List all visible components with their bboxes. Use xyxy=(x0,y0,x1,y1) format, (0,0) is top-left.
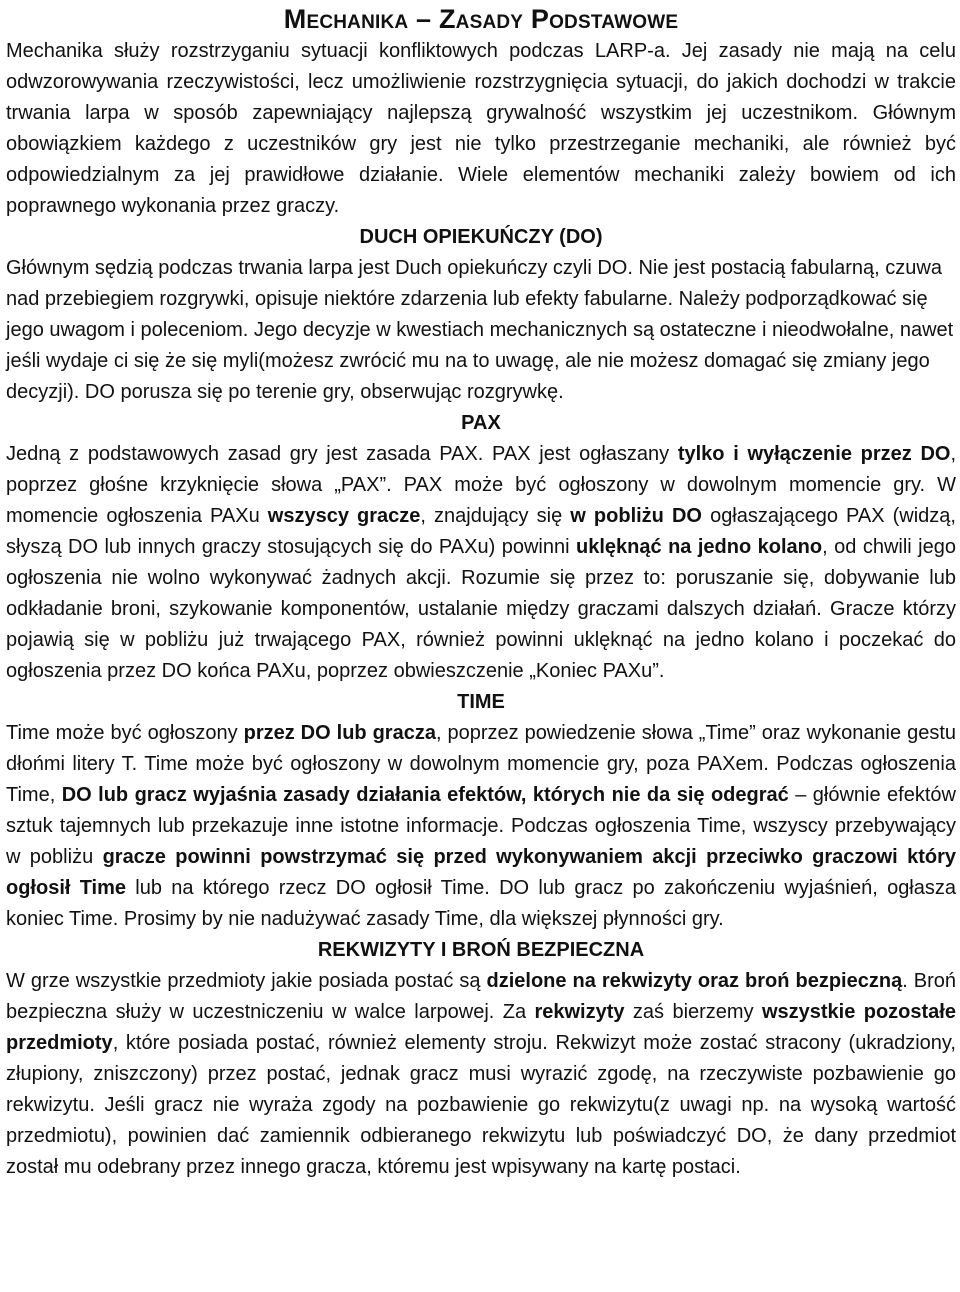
props-text: zaś bierzemy xyxy=(624,1001,762,1023)
props-paragraph xyxy=(6,966,956,1183)
do-heading: DUCH OPIEKUŃCZY (DO) xyxy=(359,226,603,248)
intro-paragraph xyxy=(6,36,956,222)
document-title: Mechanika – Zasady Podstawowe xyxy=(283,4,679,34)
time-bold-text: gracze powinni powstrzymać się przed wykonywaniem akcji przeciwko graczowi który ogłosił Time xyxy=(6,846,956,899)
time-text: Time może być ogłoszony xyxy=(6,722,244,744)
time-bold-text: DO lub gracz wyjaśnia zasady działania efektów, których nie da się odegrać xyxy=(61,784,789,806)
intro-sentence-1: Mechanika służy rozstrzyganiu sytuacji konfliktowych podczas LARP-a. Jej zasady nie mają na celu odwzorowywania rzeczywistości, lecz umożliwienie rozstrzygnięcia sytuacji, do jakich dochodzi w trakcie trwania larpa w sposób zapewniający najlepszą grywalność wszystkim jej uczestnikom. xyxy=(6,40,956,124)
time-paragraph xyxy=(6,718,956,935)
props-bold-text: rekwizyty xyxy=(534,1001,625,1023)
pax-bold-text: w pobliżu DO xyxy=(570,505,702,527)
props-heading: REKWIZYTY I BROŃ BEZPIECZNA xyxy=(317,939,645,961)
pax-heading: PAX xyxy=(461,412,501,434)
pax-bold-text: tylko i wyłączenie przez DO xyxy=(677,443,951,465)
pax-bold-text: uklęknąć na jedno kolano xyxy=(576,536,823,558)
time-text: – głównie efektów sztuk tajemnych lub przekazuje inne istotne informacje. Podczas ogłoszenia Time, wszyscy przebywający w pobliżu xyxy=(6,784,956,868)
pax-text: , poprzez głośne krzyknięcie słowa „PAX”. PAX może być ogłoszony w dowolnym momencie gry. W momencie ogłoszenia PAXu xyxy=(6,443,957,527)
pax-text: , znajdujący się xyxy=(420,505,571,527)
pax-text: , od chwili jego ogłoszenia nie wolno wykonywać żadnych akcji. Rozumie się przez to: poruszanie się, dobywanie lub odkładanie broni, szykowanie komponentów, ustalanie między graczami dalszych działań. Gracze którzy pojawią się w pobliżu już trwającego PAX, również powinni uklęknąć na jedno kolano i poczekać do ogłoszenia przez DO końca PAXu, poprzez obwieszczenie „Koniec PAXu”. xyxy=(6,536,956,682)
props-text: , które posiada postać, również elementy stroju. Rekwizyt może zostać stracony (ukradziony, złupiony, zniszczony) przez postać, jednak gracz musi wyrazić zgodę, na rzeczywiste pozbawienie go rekwizytu. Jeśli gracz nie wyraża zgody na pozbawienie go rekwizytu(z uwagi np. na wysoką wartość przedmiotu), powinien dać zamiennik odbieranego rekwizytu lub poświadczyć DO, że dany przedmiot został mu odebrany przez innego gracza, któremu jest wpisywany na kartę postaci. xyxy=(6,1032,956,1178)
time-bold-text: przez DO lub gracza xyxy=(243,722,436,744)
intro-sentence-2: Głównym obowiązkiem każdego z uczestników gry jest nie tylko przestrzeganie mechaniki, ale również być odpowiedzialnym za jej prawidłowe działanie. Wiele elementów mechaniki zależy bowiem od ich poprawnego wykonania przez graczy. xyxy=(6,102,956,217)
time-text: lub na którego rzecz DO ogłosił Time. DO lub gracz po zakończeniu wyjaśnień, ogłasza koniec Time. Prosimy by nie nadużywać zasady Time, dla większej płynności gry. xyxy=(6,877,957,930)
pax-bold-text: wszyscy gracze xyxy=(267,505,421,527)
time-heading: TIME xyxy=(457,691,505,713)
pax-text: ogłaszającego PAX (widzą, słyszą DO lub innych graczy stosujących się do PAXu) powinni xyxy=(6,505,956,558)
pax-text: Jedną z podstawowych zasad gry jest zasada PAX. PAX jest ogłaszany xyxy=(6,443,678,465)
pax-paragraph xyxy=(6,439,956,687)
props-text: . Broń bezpieczna służy w uczestniczeniu w walce larpowej. Za xyxy=(6,970,956,1023)
props-text: W grze wszystkie przedmioty jakie posiada postać są xyxy=(6,970,487,992)
do-paragraph: Głównym sędzią podczas trwania larpa jest Duch opiekuńczy czyli DO. Nie jest postacią fabularną, czuwa nad przebiegiem rozgrywki, opisuje niektóre zdarzenia lub efekty fabularne. Należy podporządkować się jego uwagom i poleceniom. Jego decyzje w kwestiach mechanicznych są ostateczne i nieodwołalne, nawet jeśli wydaje ci się że się myli(możesz zwrócić mu na to uwagę, ale nie możesz domagać się zmiany jego decyzji). DO porusza się po terenie gry, obserwując rozgrywkę. xyxy=(6,257,954,403)
time-text: , poprzez powiedzenie słowa „Time” oraz wykonanie gestu dłońmi litery T. Time może być ogłoszony w dowolnym momencie gry, poza PAXem. Podczas ogłoszenia Time, xyxy=(6,722,957,806)
props-bold-text: dzielone na rekwizyty oraz broń bezpieczną xyxy=(486,970,903,992)
props-bold-text: wszystkie pozostałe przedmioty xyxy=(6,1001,956,1054)
